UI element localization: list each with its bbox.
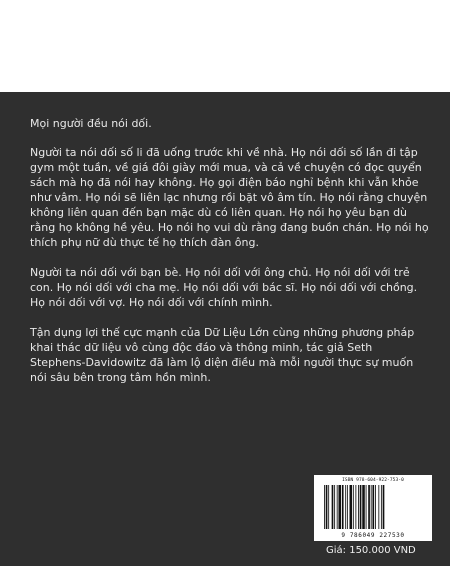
barcode-bar: [362, 485, 365, 529]
blurb-paragraph-big-data: Tận dụng lợi thế cực mạnh của Dữ Liệu Lớn cùng những phương pháp khai thác dữ liệu vô cùng độc đáo và thông minh, tác giả Seth Stephens-Davidowitz đã làm lộ diện điều mà mỗi người thực sự muốn nói sâu bên trong tâm hồn mình.: [30, 326, 415, 384]
barcode-digits: 9 786049 227530: [341, 532, 405, 539]
blurb-intro: Mọi người đều nói dối.: [30, 117, 152, 130]
barcode-bar: [326, 485, 328, 529]
barcode-bar: [366, 485, 367, 529]
barcode-bar: [353, 485, 354, 529]
barcode-bar: [338, 485, 341, 529]
barcode-bar: [375, 485, 376, 529]
barcode-bar: [355, 485, 356, 529]
blurb-paragraph-lies: Người ta nói dối số li đã uống trước khi về nhà. Họ nói dối số lần đi tập gym một tuần, về giá đôi giày mới mua, và cả về chuyện có đọc quyển sách mà họ đã nói hay không. Họ gọi điện báo nghỉ bệnh khi vẫn khỏe như vâm. Họ nói sẽ liên lạc nhưng rồi bặt vô âm tín. Họ nói rằng chuyện không liên quan đến bạn mặc dù có liên quan. Họ nói họ yêu bạn dù rằng họ không hề yêu. Họ nói họ vui dù rằng đang buồn chán. Họ nói họ thích phụ nữ dù thực tế họ thích đàn ông.: [30, 146, 429, 249]
blurb-text: [30, 116, 430, 400]
barcode-bar: [350, 485, 353, 529]
isbn-label: ISBN 978-604-922-753-0: [342, 478, 404, 483]
barcode: [314, 475, 432, 541]
barcode-bar: [358, 485, 359, 529]
barcode-bar: [378, 485, 379, 529]
barcode-bar: [368, 485, 370, 529]
blurb-paragraph-who: Người ta nói dối với bạn bè. Họ nói dối với ông chủ. Họ nói dối với trẻ con. Họ nói dối với cha mẹ. Họ nói dối với bác sĩ. Họ nói dối với chồng. Họ nói dối với vợ. Họ nói dối với chính mình.: [30, 266, 418, 309]
barcode-bar: [372, 485, 374, 529]
barcode-bar: [337, 485, 338, 529]
barcode-bars: [324, 485, 424, 529]
barcode-bar: [345, 485, 346, 529]
barcode-bar: [342, 485, 344, 529]
barcode-bar: [347, 485, 348, 529]
barcode-bar: [334, 485, 335, 529]
top-white-margin: [0, 0, 450, 92]
barcode-bar: [381, 485, 382, 529]
barcode-bar: [328, 485, 329, 529]
barcode-bar: [332, 485, 334, 529]
barcode-bar: [360, 485, 362, 529]
price-label: Giá: 150.000 VND: [326, 545, 416, 556]
barcode-bar: [383, 485, 385, 529]
barcode-bar: [371, 485, 372, 529]
barcode-bar: [324, 485, 325, 529]
